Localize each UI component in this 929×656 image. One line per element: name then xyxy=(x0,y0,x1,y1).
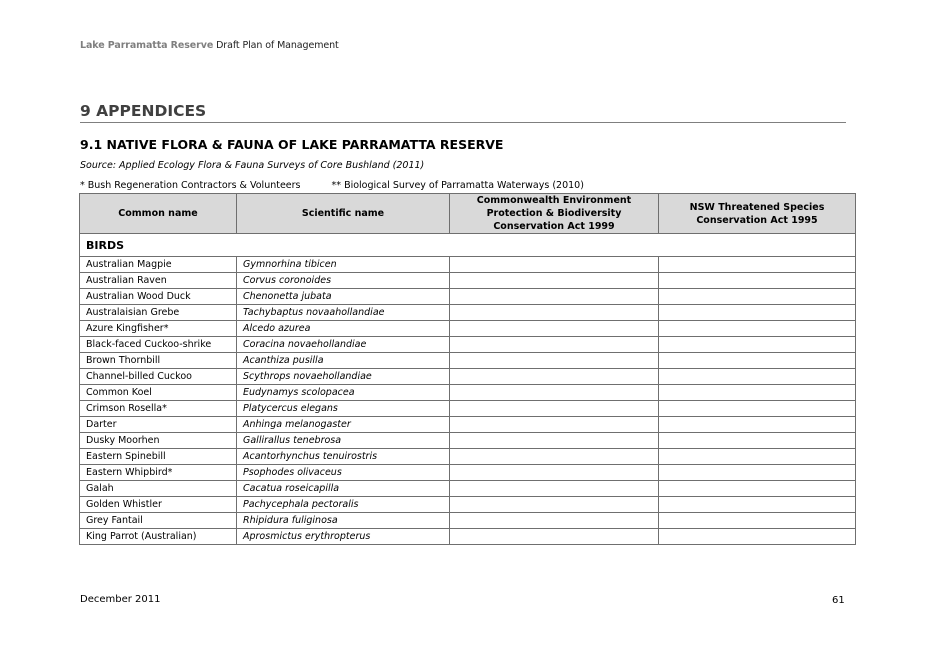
table-row xyxy=(80,465,856,481)
nsw-status-cell xyxy=(659,529,856,545)
section-heading: 9 APPENDICES xyxy=(80,102,846,123)
common-name-cell: Eastern Spinebill xyxy=(80,449,237,465)
nsw-status-cell xyxy=(659,497,856,513)
table-row xyxy=(80,449,856,465)
common-name-cell: Dusky Moorhen xyxy=(80,433,237,449)
common-name-cell: Black-faced Cuckoo-shrike xyxy=(80,337,237,353)
nsw-status-cell xyxy=(659,369,856,385)
common-name-cell: King Parrot (Australian) xyxy=(80,529,237,545)
source-citation: Source: Applied Ecology Flora & Fauna Surveys of Core Bushland (2011) xyxy=(80,160,425,171)
scientific-name-cell: Gallirallus tenebrosa xyxy=(237,433,450,449)
nsw-status-cell xyxy=(659,305,856,321)
nsw-status-cell xyxy=(659,289,856,305)
nsw-status-cell xyxy=(659,401,856,417)
footnote-double-asterisk: ** Biological Survey of Parramatta Waterways (2010) xyxy=(331,180,584,191)
nsw-status-cell xyxy=(659,449,856,465)
scientific-name-cell: Anhinga melanogaster xyxy=(237,417,450,433)
scientific-name-cell: Chenonetta jubata xyxy=(237,289,450,305)
epbc-status-cell xyxy=(450,449,659,465)
table-row xyxy=(80,321,856,337)
nsw-status-cell xyxy=(659,257,856,273)
common-name-cell: Darter xyxy=(80,417,237,433)
epbc-status-cell xyxy=(450,321,659,337)
table-row xyxy=(80,385,856,401)
scientific-name-cell: Corvus coronoides xyxy=(237,273,450,289)
common-name-cell: Australaisian Grebe xyxy=(80,305,237,321)
common-name-cell: Australian Wood Duck xyxy=(80,289,237,305)
scientific-name-cell: Acantorhynchus tenuirostris xyxy=(237,449,450,465)
epbc-status-cell xyxy=(450,401,659,417)
nsw-status-cell xyxy=(659,433,856,449)
table-row xyxy=(80,497,856,513)
nsw-status-cell xyxy=(659,417,856,433)
table-row xyxy=(80,337,856,353)
epbc-status-cell xyxy=(450,513,659,529)
column-header-nsw-tsc-act: NSW Threatened Species Conservation Act 1995 xyxy=(659,194,856,234)
footnote-single-asterisk: * Bush Regeneration Contractors & Volunteers xyxy=(80,180,301,191)
common-name-cell: Grey Fantail xyxy=(80,513,237,529)
table-row xyxy=(80,401,856,417)
scientific-name-cell: Coracina novaehollandiae xyxy=(237,337,450,353)
table-row xyxy=(80,433,856,449)
scientific-name-cell: Psophodes olivaceus xyxy=(237,465,450,481)
epbc-status-cell xyxy=(450,465,659,481)
scientific-name-cell: Scythrops novaehollandiae xyxy=(237,369,450,385)
nsw-status-cell xyxy=(659,465,856,481)
scientific-name-cell: Eudynamys scolopacea xyxy=(237,385,450,401)
table-section-row xyxy=(80,234,856,257)
epbc-status-cell xyxy=(450,529,659,545)
table-row xyxy=(80,273,856,289)
epbc-status-cell xyxy=(450,481,659,497)
nsw-status-cell xyxy=(659,273,856,289)
running-header xyxy=(80,40,339,51)
common-name-cell: Common Koel xyxy=(80,385,237,401)
table-row xyxy=(80,529,856,545)
document-title-suffix: Draft Plan of Management xyxy=(216,40,339,51)
table-header-row xyxy=(80,194,856,234)
common-name-cell: Golden Whistler xyxy=(80,497,237,513)
scientific-name-cell: Aprosmictus erythropterus xyxy=(237,529,450,545)
nsw-status-cell xyxy=(659,353,856,369)
epbc-status-cell xyxy=(450,273,659,289)
scientific-name-cell: Pachycephala pectoralis xyxy=(237,497,450,513)
epbc-status-cell xyxy=(450,353,659,369)
scientific-name-cell: Alcedo azurea xyxy=(237,321,450,337)
nsw-status-cell xyxy=(659,513,856,529)
common-name-cell: Azure Kingfisher* xyxy=(80,321,237,337)
nsw-status-cell xyxy=(659,321,856,337)
species-table xyxy=(79,193,856,545)
common-name-cell: Crimson Rosella* xyxy=(80,401,237,417)
nsw-status-cell xyxy=(659,385,856,401)
epbc-status-cell xyxy=(450,497,659,513)
epbc-status-cell xyxy=(450,417,659,433)
common-name-cell: Brown Thornbill xyxy=(80,353,237,369)
epbc-status-cell xyxy=(450,385,659,401)
page-number: 61 xyxy=(832,595,845,606)
column-header-scientific-name: Scientific name xyxy=(237,194,450,234)
epbc-status-cell xyxy=(450,337,659,353)
table-row xyxy=(80,513,856,529)
common-name-cell: Australian Raven xyxy=(80,273,237,289)
epbc-status-cell xyxy=(450,305,659,321)
footer-date: December 2011 xyxy=(80,594,161,605)
table-row xyxy=(80,369,856,385)
scientific-name-cell: Platycercus elegans xyxy=(237,401,450,417)
epbc-status-cell xyxy=(450,433,659,449)
common-name-cell: Channel-billed Cuckoo xyxy=(80,369,237,385)
section-label-birds: BIRDS xyxy=(80,234,856,257)
document-title-prefix: Lake Parramatta Reserve xyxy=(80,40,214,51)
common-name-cell: Australian Magpie xyxy=(80,257,237,273)
epbc-status-cell xyxy=(450,289,659,305)
column-header-epbc-act: Commonwealth Environment Protection & Biodiversity Conservation Act 1999 xyxy=(450,194,659,234)
nsw-status-cell xyxy=(659,481,856,497)
scientific-name-cell: Tachybaptus novaahollandiae xyxy=(237,305,450,321)
table-row xyxy=(80,289,856,305)
table-row xyxy=(80,257,856,273)
common-name-cell: Galah xyxy=(80,481,237,497)
scientific-name-cell: Rhipidura fuliginosa xyxy=(237,513,450,529)
common-name-cell: Eastern Whipbird* xyxy=(80,465,237,481)
epbc-status-cell xyxy=(450,257,659,273)
table-row xyxy=(80,417,856,433)
scientific-name-cell: Gymnorhina tibicen xyxy=(237,257,450,273)
scientific-name-cell: Acanthiza pusilla xyxy=(237,353,450,369)
table-row xyxy=(80,353,856,369)
table-row xyxy=(80,481,856,497)
nsw-status-cell xyxy=(659,337,856,353)
column-header-common-name: Common name xyxy=(80,194,237,234)
subsection-heading: 9.1 NATIVE FLORA & FAUNA OF LAKE PARRAMATTA RESERVE xyxy=(80,137,504,152)
footnote-legend xyxy=(80,180,584,191)
table-row xyxy=(80,305,856,321)
scientific-name-cell: Cacatua roseicapilla xyxy=(237,481,450,497)
epbc-status-cell xyxy=(450,369,659,385)
